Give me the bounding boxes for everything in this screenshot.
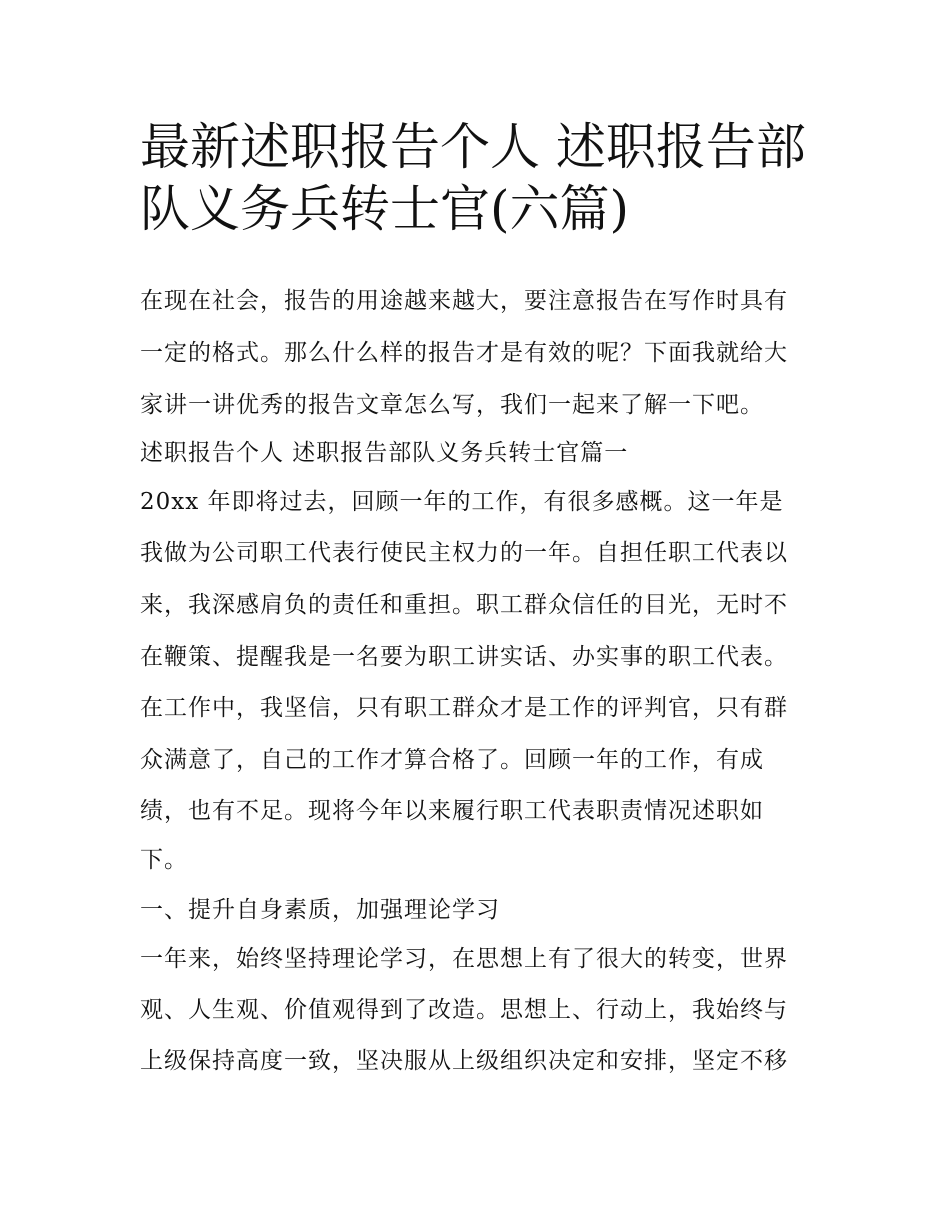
- title-line-2: 队义务兵转士官(六篇): [140, 180, 630, 238]
- paragraph-line: 在鞭策、提醒我是一名要为职工讲实话、办实事的职工代表。: [140, 644, 788, 670]
- title-line-1: 最新述职报告个人 述职报告部: [140, 118, 806, 176]
- paragraph-line: 一定的格式。那么什么样的报告才是有效的呢？下面我就给大: [140, 340, 788, 366]
- paragraph-line: 来，我深感肩负的责任和重担。职工群众信任的目光，无时不: [140, 592, 788, 618]
- paragraph-line: 我做为公司职工代表行使民主权力的一年。自担任职工代表以: [140, 540, 788, 566]
- paragraph-line: 在工作中，我坚信，只有职工群众才是工作的评判官，只有群: [140, 695, 788, 721]
- document-title: [140, 116, 820, 240]
- paragraph-line: 下。: [140, 847, 188, 873]
- section-heading: 述职报告个人 述职报告部队义务兵转士官篇一: [140, 440, 629, 466]
- paragraph-line: 一年来，始终坚持理论学习，在思想上有了很大的转变，世界: [140, 946, 788, 972]
- paragraph-line: 绩，也有不足。现将今年以来履行职工代表职责情况述职如: [140, 798, 764, 824]
- paragraph-line: 20xx 年即将过去，回顾一年的工作，有很多感概。这一年是: [140, 489, 784, 515]
- paragraph-line: 观、人生观、价值观得到了改造。思想上、行动上，我始终与: [140, 997, 788, 1023]
- paragraph-line: 上级保持高度一致，坚决服从上级组织决定和安排，坚定不移: [140, 1048, 788, 1074]
- section-heading: 一、提升自身素质，加强理论学习: [140, 897, 500, 923]
- paragraph-line: 众满意了，自己的工作才算合格了。回顾一年的工作，有成: [140, 747, 764, 773]
- paragraph-line: 在现在社会，报告的用途越来越大，要注意报告在写作时具有: [140, 288, 788, 314]
- paragraph-line: 家讲一讲优秀的报告文章怎么写，我们一起来了解一下吧。: [140, 392, 764, 418]
